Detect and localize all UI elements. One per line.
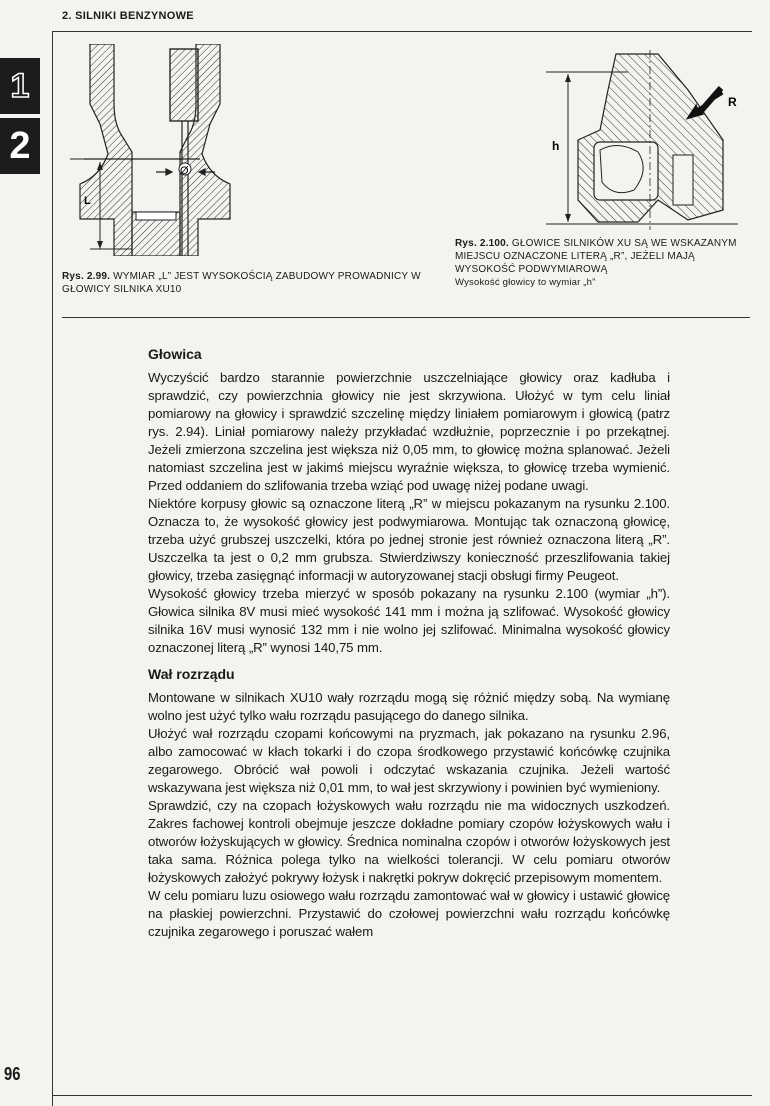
- label-L: L: [84, 195, 91, 207]
- page-number: 96: [4, 1064, 21, 1084]
- caption-fig-2-100: [455, 237, 755, 289]
- paragraph: Niektóre korpusy głowic są oznaczone literą „R” w miejscu pokazanym na rysunku 2.100. Oznacza to, że wysokość głowicy jest podwymiarowa. Montując tak oznaczoną głowicę, trzeba użyć grubszej uszczelki, która po jednej stronie jest również oznaczona literą „R”. Uszczelka ta jest o 0,2 mm grubsza. Stwierdziwszy konieczność przeszlifowania takiej głowicy, trzeba zasięgnąć informacji w autoryzowanej stacji obsługi firmy Peugeot.: [148, 496, 670, 583]
- label-R: R: [728, 95, 737, 109]
- label-diameter: Ø: [180, 165, 189, 177]
- caption-fig-2-99-number: Rys. 2.99.: [62, 271, 111, 282]
- paragraph: Ułożyć wał rozrządu czopami końcowymi na pryzmach, jak pokazano na rysunku 2.96, albo zamocować w kłach tokarki i do czopa środkowego przystawić końcówkę czujnika zegarowego. Obrócić wał powoli i odczytać wskazania czujnika. Jeżeli wartość wskazywana jest większa niż 0,01 mm, to wał jest skrzywiony i powinien być wymieniony.: [148, 726, 670, 795]
- figure-2-99-valve-guide: [70, 44, 240, 256]
- label-h: h: [552, 139, 560, 153]
- caption-fig-2-99: [62, 270, 422, 296]
- section-heading-wal-rozrzadu: Wał rozrządu: [148, 666, 235, 682]
- paragraph: Wysokość głowicy trzeba mierzyć w sposób pokazany na rysunku 2.100 (wymiar „h”). Głowica silnika 8V musi mieć wysokość 141 mm i można ją szlifować. Wysokość głowicy silnika 16V musi wynosić 132 mm i nie wolno jej szlifować. Minimalna wysokość głowicy oznaczonej literą „R” wynosi 140,75 mm.: [148, 586, 670, 655]
- bottom-rule: [52, 1095, 752, 1096]
- section-divider: [62, 317, 750, 318]
- caption-fig-2-100-subtext: Wysokość głowicy to wymiar „h”: [455, 277, 596, 288]
- caption-fig-2-99-text: WYMIAR „L” JEST WYSOKOŚCIĄ ZABUDOWY PROWADNICY W GŁOWICY SILNIKA XU10: [62, 271, 421, 295]
- main-content: [148, 345, 670, 941]
- page-header-title: 2. SILNIKI BENZYNOWE: [62, 10, 194, 22]
- caption-fig-2-100-text: GŁOWICE SILNIKÓW XU SĄ WE WSKAZANYM MIEJSCU OZNACZONE LITERĄ „R”, JEŻELI MAJĄ WYSOKOŚĆ PODWYMIAROWĄ: [455, 238, 737, 275]
- chapter-tab-1: [0, 58, 40, 114]
- section-heading-glowica: Głowica: [148, 346, 202, 362]
- paragraph: Wyczyścić bardzo starannie powierzchnie uszczelniające głowicy oraz kadłuba i sprawdzić, czy powierzchnia głowicy nie jest skrzywiona. Ułożyć w tym celu liniał pomiarowy na głowicy i sprawdzić szczelinę między liniałem pomiarowym i głowicą (patrz rys. 2.94). Liniał pomiarowy należy przykładać wzdłużnie, poprzecznie i po przekątnej. Jeżeli zmierzona szczelina jest większa niż 0,05 mm, to głowicę można splanować. Jeżeli natomiast szczelina jest w jakimś miejscu wyraźnie większa, to głowicę trzeba wymienić. Przed oddaniem do szlifowania trzeba wziąć pod uwagę niżej podane uwagi.: [148, 370, 670, 493]
- chapter-tab-2-label: 2: [9, 124, 31, 167]
- caption-fig-2-100-number: Rys. 2.100.: [455, 238, 509, 249]
- chapter-tab-2: [0, 118, 40, 174]
- paragraph: Montowane w silnikach XU10 wały rozrządu mogą się różnić między sobą. Na wymianę wolno jest użyć tylko wału rozrządu pasującego do danego silnika.: [148, 690, 670, 723]
- header-rule: [52, 31, 752, 32]
- figure-2-100-cylinder-head: [538, 50, 746, 234]
- paragraph: Sprawdzić, czy na czopach łożyskowych wału rozrządu nie ma widocznych uszkodzeń. Zakres fachowej kontroli obejmuje jeszcze dokładne pomiary czopów łożyskowych wału i otworów łożyskujących w głowicy. Średnica nominalna czopów i otworów łożyskowych jest taka sama. Różnica polega tylko na wielkości tolerancji. W celu pomiaru otworów łożyskowych założyć pokrywy łożysk i nakrętki pokryw dokręcić przepisowym momentem.: [148, 798, 670, 885]
- paragraph: W celu pomiaru luzu osiowego wału rozrządu zamontować wał w głowicy i ustawić głowicę na płaskiej powierzchni. Przystawić do czołowej powierzchni wału rozrządu końcówkę czujnika zegarowego i poruszać wałem: [148, 888, 670, 939]
- chapter-tab-1-label: 1: [10, 66, 30, 105]
- margin-rule: [52, 31, 53, 1106]
